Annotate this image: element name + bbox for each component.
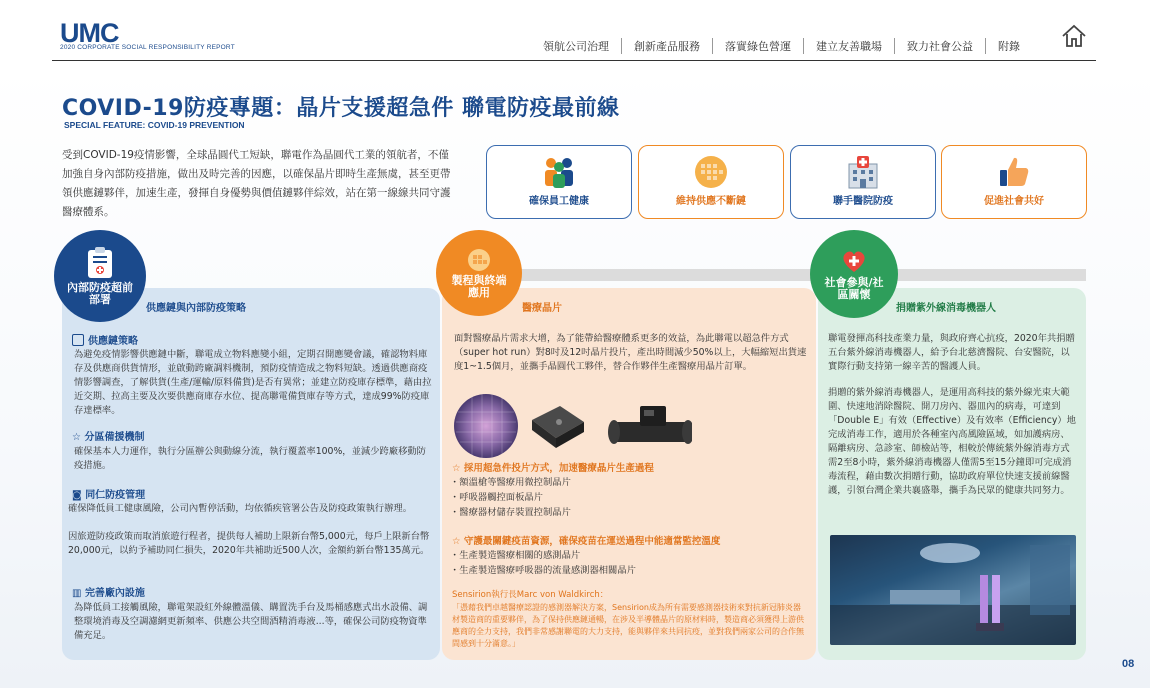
heart-hands-icon — [837, 247, 871, 275]
medical-chips-text: 面對醫療晶片需求大增，為了能帶給醫療體系更多的效益，為此聯電以超急件方式（super hot run）對8吋及12吋晶片投片，產出時間減少50%以上，大幅縮短出貨速度1~1.5個月，並攜手晶圓代工夥伴，替合作夥伴生產醫療用晶片訂單。 — [454, 333, 807, 372]
header-divider — [52, 60, 1096, 61]
home-icon[interactable] — [1060, 22, 1088, 50]
report-name: 2020 CORPORATE SOCIAL RESPONSIBILITY REPORT — [60, 44, 235, 51]
badge-label: 內部防疫超前部署 — [67, 281, 133, 306]
document-icon — [72, 334, 84, 346]
hospital-icon — [791, 152, 935, 192]
hot-run-item-2: ・呼吸器觸控面板晶片 — [450, 492, 543, 503]
section-title: 守護最關鍵疫苗資源，確保疫苗在運送過程中能適當監控溫度 — [463, 536, 721, 547]
section-title: 分區備援機制 — [84, 432, 145, 443]
supply-chain-text: 為避免疫情影響供應鏈中斷，聯電成立物料應變小組，定期召開應變會議，確認物料庫存及供應商供貨情形，並啟動跨廠調料機制，預防疫情造成之物料短缺。透過供應商疫情影響調查，了解供貨(生產/運輸/原料備貨)是否有異常；並建立防疫庫存標準，藉由拉近交期、拉高主要及次要供應商庫存水位、提高聯電備貨庫存等方式，達成99%防疫庫存達標率。 — [74, 349, 432, 416]
backup-text: 確保基本人力運作，執行分區辦公與動線分流，執行覆蓋率100%，並減少跨廠移動防疫措施。 — [74, 446, 426, 471]
badge-label: 製程與終端應用 — [451, 274, 507, 299]
chip-products-image — [452, 392, 692, 464]
people-icon — [487, 152, 631, 192]
pillar-label: 維持供應不斷鏈 — [676, 196, 746, 207]
section-hot-run — [452, 460, 808, 474]
nav-item-innovation[interactable]: 創新產品服務 — [621, 38, 712, 54]
pillar-supply — [638, 145, 784, 219]
pillar-hospital — [790, 145, 936, 219]
star-icon: ☆ — [452, 463, 464, 474]
section-backup — [72, 428, 144, 443]
facilities-text: 為降低員工接觸風險，聯電架設紅外線體溫儀、購置洗手台及馬桶感應式出水設備、調整環境消毒及空調濾網更新頻率、供應公共空間酒精消毒液...等，確保公司防疫物資準備充足。 — [74, 602, 428, 641]
section-title: 同仁防疫管理 — [85, 490, 146, 501]
pillar-employee-health — [486, 145, 632, 219]
uv-robot-text-1: 聯電發揮高科技產業力量，與政府齊心抗疫，2020年共捐贈五台紫外線消毒機器人，給予台北慈濟醫院、台安醫院，以實際行動支持第一線辛苦的醫護人員。 — [828, 333, 1075, 372]
page-subtitle: SPECIAL FEATURE: COVID-19 PREVENTION — [64, 120, 245, 130]
timeline-bar — [440, 269, 1086, 281]
nav-item-society[interactable]: 致力社會公益 — [894, 38, 985, 54]
sensirion-quote: 「憑藉我們卓越醫療認證的感測器解決方案，Sensirion成為所有需要感測器技術來對抗新冠肺炎器材製造商的重要夥伴，為了保持供應鏈通暢，在涉及半導體晶片的原材料時，製造商必須獲得上游供應商的全力支持，我們非常感謝聯電的大力支持，能與夥伴來共同抗疫，並對我們兩家公司的合作無間感到十分滿意。」 — [452, 603, 804, 648]
pillar-label: 聯手醫院防疫 — [833, 196, 893, 207]
section-supply-chain — [72, 332, 138, 347]
section-facilities — [72, 584, 145, 599]
page-title: COVID-19防疫專題：晶片支援超急件 聯電防疫最前線 — [62, 96, 620, 121]
staff-bullet-1: 確保降低員工健康風險，公司內暫停活動，均依循疾管署公告及防疫政策執行辦理。 — [68, 503, 412, 514]
panel-title: 供應鏈與內部防疫策略 — [146, 303, 246, 314]
vaccine-item-2: ・生產製造醫療呼吸器的流量感測器相關晶片 — [450, 565, 636, 576]
uv-robot-text-2: 捐贈的紫外線消毒機器人，是運用高科技的紫外線光束大範圍、快速地消除醫院、開刀房內、器皿內的病毒，可達到「Double E」有效（Effective）及有效率（Efficiency）地完成消毒工作，適用於各種室內高風險區域，如加護病房、隔離病房、急診室、師檢站等，相較於傳統紫外線消毒方式需2至8小時，紫外線消毒機器人僅需5至15分鐘即可完成消毒流程，藉由數次捐贈行動，協助政府單位快速支援前線醫護，引領台灣企業共襄盛舉，攜手為民眾的健康共同努力。 — [828, 387, 1076, 496]
pillar-label: 確保員工健康 — [529, 196, 589, 207]
umc-logo: UMC — [60, 18, 119, 48]
uv-robot-photo — [830, 535, 1076, 645]
nav-item-green[interactable]: 落實綠色營運 — [712, 38, 803, 54]
wafer-image — [454, 394, 518, 458]
section-title: 完善廠內設施 — [84, 588, 145, 599]
star-icon: ☆ — [72, 432, 85, 443]
shield-icon: ◙ — [72, 490, 86, 501]
staff-bullet-2: 因旅遊防疫政策而取消旅遊行程者，提供每人補助上限新台幣5,000元，每戶上限新台幣20,000元，以約予補助同仁損失，2020年共補助近500人次，金額約新台幣135萬元。 — [68, 531, 430, 556]
chart-icon: ▥ — [72, 588, 85, 599]
pillar-society — [941, 145, 1087, 219]
hot-run-item-3: ・醫療器材儲存裝置控制晶片 — [450, 507, 571, 518]
badge-community — [810, 230, 898, 318]
hot-run-item-1: ・額溫槍等醫療用微控制晶片 — [450, 477, 571, 488]
vaccine-item-1: ・生產製造醫療相關的感測晶片 — [450, 550, 581, 561]
badge-process — [436, 230, 522, 316]
page-header — [0, 0, 1150, 62]
nav-item-workplace[interactable]: 建立友善職場 — [803, 38, 894, 54]
panel-title: 捐贈紫外線消毒機器人 — [896, 303, 996, 314]
clipboard-icon — [85, 246, 115, 280]
panel-title: 醫療晶片 — [522, 303, 562, 314]
thumbs-up-icon — [942, 152, 1086, 192]
badge-label: 社會參與/社區關懷 — [824, 276, 884, 301]
intro-paragraph: 受到COVID-19疫情影響，全球晶圓代工短缺，聯電作為晶圓代工業的領航者，不僅加強自身內部防疫措施，做出及時完善的因應，以確保晶片即時生產無虞，甚至更帶領供應鏈夥伴，加速生產，發揮自身優勢與價值鏈夥伴綜效，站在第一線線共同守護醫療體系。 — [62, 149, 451, 218]
flow-sensor-image — [608, 406, 692, 444]
wafer-icon — [464, 247, 494, 273]
nav-item-governance[interactable]: 領航公司治理 — [543, 40, 609, 53]
section-title: 採用超急件投片方式，加速醫療晶片生產過程 — [463, 463, 654, 474]
pillar-label: 促進社會共好 — [984, 196, 1044, 207]
section-title: 供應鏈策略 — [88, 336, 138, 347]
chip-wafer-icon — [639, 152, 783, 192]
nav-item-appendix[interactable]: 附錄 — [985, 38, 1032, 54]
top-nav — [531, 38, 1032, 54]
badge-internal — [54, 230, 146, 322]
star-icon: ☆ — [452, 536, 464, 547]
sensor-chip-image — [532, 406, 584, 448]
page-number: 08 — [1122, 658, 1135, 670]
section-vaccine — [452, 533, 808, 547]
section-staff — [72, 486, 145, 501]
quote-author: Sensirion執行長Marc von Waldkirch： — [452, 590, 609, 600]
